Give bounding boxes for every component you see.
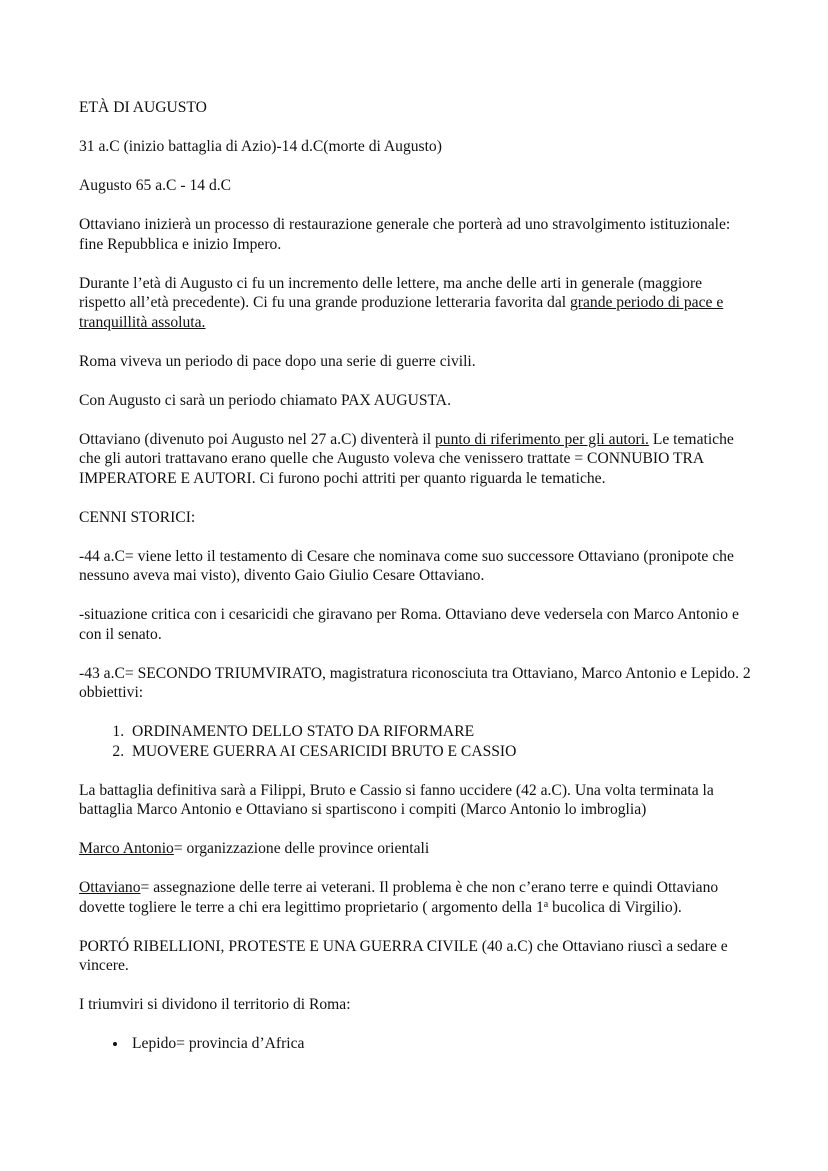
document-title: ETÀ DI AUGUSTO [79, 99, 207, 116]
text-segment: Durante l’età di Augusto ci fu un incremento delle lettere, ma anche delle arti in generale (maggiore rispetto all’età precedente). Ci fu una grande produzione letteraria favorita dal [79, 274, 703, 311]
paragraph-situazione: -situazione critica con i cesaricidi che giravano per Roma. Ottaviano deve vedersela con Marco Antonio e con il senato. [79, 606, 739, 643]
paragraph-pax-augusta: Con Augusto ci sarà un periodo chiamato PAX AUGUSTA. [79, 391, 451, 409]
paragraph-ottaviano [79, 878, 751, 917]
paragraph-restaurazione: Ottaviano inizierà un processo di restaurazione generale che porterà ad uno stravolgimento istituzionale: fine Repubblica e inizio Impero. [79, 216, 731, 253]
list-item: 1. ORDINAMENTO DELLO STATO DA RIFORMARE [128, 722, 751, 742]
augusto-life: Augusto 65 a.C - 14 d.C [79, 177, 232, 194]
paragraph-43-ac: -43 a.C= SECONDO TRIUMVIRATO, magistratura riconosciuta tra Ottaviano, Marco Antonio e Lepido. 2 obbiettivi: [79, 664, 751, 701]
document-page [79, 98, 751, 1054]
section-heading-cenni-storici: CENNI STORICI: [79, 508, 196, 526]
list-item: 2. MUOVERE GUERRA AI CESARICIDI BRUTO E CASSIO [128, 742, 751, 762]
text-segment: Ottaviano (divenuto poi Augusto nel 27 a.C) diventerà il [79, 430, 435, 448]
dates-range: 31 a.C (inizio battaglia di Azio)-14 d.C(morte di Augusto) [79, 138, 442, 155]
text-segment: Le tematiche che gli autori trattavano erano quelle che Augusto voleva che venissero trattate = CONNUBIO TRA IMPERATORE E AUTORI. Ci furono pochi attriti per quanto riguarda le tematiche. [79, 430, 734, 487]
paragraph-roma-pace: Roma viveva un periodo di pace dopo una serie di guerre civili. [79, 352, 476, 370]
paragraph-ribellioni: PORTÓ RIBELLIONI, PROTESTE E UNA GUERRA CIVILE (40 a.C) che Ottaviano riuscì a sedare e vincere. [79, 937, 728, 974]
underlined-text: grande periodo di pace e tranquillità assoluta. [79, 294, 724, 331]
underlined-text: punto di riferimento per gli autori. [435, 430, 649, 448]
underlined-label: Ottaviano [79, 879, 141, 896]
paragraph-marco-antonio [79, 839, 751, 859]
text-segment: bucolica di Virgilio). [548, 898, 682, 916]
paragraph-riferimento [79, 430, 751, 489]
paragraph-triumviri: I triumviri si dividono il territorio di Roma: [79, 996, 351, 1013]
list-item: • Lepido= provincia d’Africa [128, 1034, 751, 1054]
superscript: a [543, 898, 549, 910]
text-segment: = organizzazione delle province orientali [173, 840, 430, 857]
paragraph-44-ac: -44 a.C= viene letto il testamento di Cesare che nominava come suo successore Ottaviano (pronipote che nessuno aveva mai visto), divento Gaio Giulio Cesare Ottaviano. [79, 547, 734, 584]
objectives-list [79, 722, 751, 761]
underlined-label: Marco Antonio [79, 840, 174, 857]
text-segment: = assegnazione delle terre ai veterani. Il problema è che non c’erano terre e quindi Ottaviano dovette togliere le terre a chi era legittimo proprietario ( argomento della 1 [79, 879, 719, 916]
paragraph-filippi: La battaglia definitiva sarà a Filippi, Bruto e Cassio si fanno uccidere (42 a.C). Una volta terminata la battaglia Marco Antonio e Ottaviano si spartiscono i compiti (Marco Antonio lo imbroglia) [79, 781, 714, 818]
territories-list [79, 1034, 751, 1054]
paragraph-lettere [79, 274, 751, 333]
